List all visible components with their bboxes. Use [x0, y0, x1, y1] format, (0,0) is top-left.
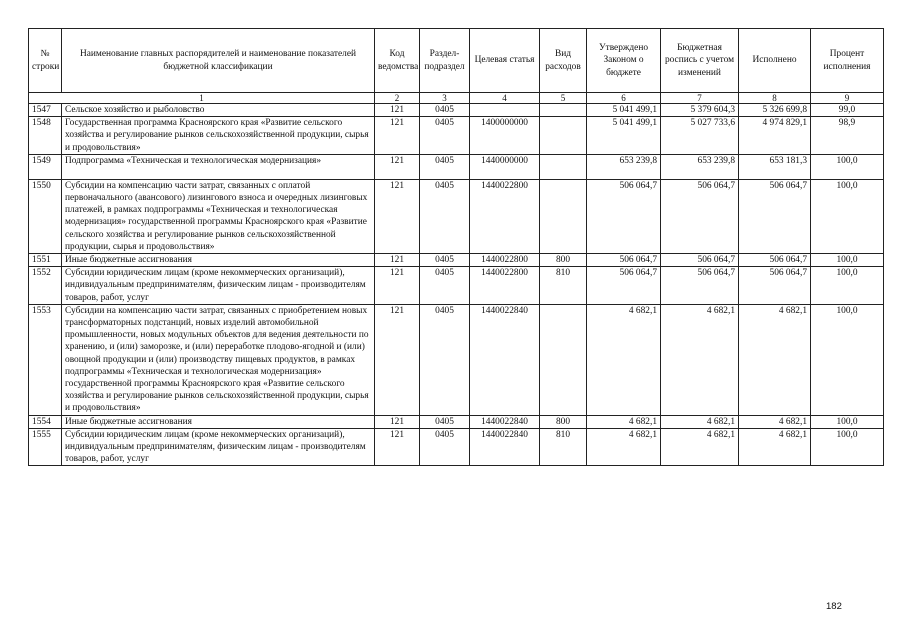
- column-number: 5: [540, 93, 587, 104]
- row-executed: 653 181,3: [739, 154, 811, 179]
- row-approved: 506 064,7: [587, 179, 661, 253]
- row-name: Иные бюджетные ассигнования: [62, 415, 375, 428]
- row-section: 0405: [420, 415, 470, 428]
- row-number: 1548: [29, 117, 62, 155]
- row-percent: 100,0: [811, 154, 884, 179]
- row-section: 0405: [420, 254, 470, 267]
- row-target: 1440022800: [470, 179, 540, 253]
- table-row: [29, 179, 884, 253]
- row-budget-schedule: 4 682,1: [661, 304, 739, 415]
- row-approved: 5 041 499,1: [587, 117, 661, 155]
- column-number: 4: [470, 93, 540, 104]
- row-number: 1552: [29, 267, 62, 305]
- row-name: Государственная программа Красноярского края «Развитие сельского хозяйства и регулирование рынков сельскохозяйственной продукции, сырья и продовольствия»: [62, 117, 375, 155]
- row-number: 1554: [29, 415, 62, 428]
- row-approved: 4 682,1: [587, 415, 661, 428]
- row-executed: 506 064,7: [739, 267, 811, 305]
- row-number: 1547: [29, 104, 62, 117]
- row-name: Субсидии юридическим лицам (кроме некоммерческих организаций), индивидуальным предпринимателям, физическим лицам - производителям товаров, работ, услуг: [62, 267, 375, 305]
- column-number: 2: [375, 93, 420, 104]
- column-number: 1: [29, 93, 375, 104]
- row-name: Сельское хозяйство и рыболовство: [62, 104, 375, 117]
- header-expense-type: Вид расходов: [540, 29, 587, 93]
- column-number-row: [29, 93, 884, 104]
- row-name: Субсидии на компенсацию части затрат, связанных с оплатой первоначального (авансового) лизингового взноса и очередных лизинговых платежей, в рамках подпрограммы «Техническая и технологическая модернизация» государственной программы Красноярского края «Развитие сельского хозяйства и регулирование рынков сельскохозяйственной продукции, сырья и продовольствия»: [62, 179, 375, 253]
- row-percent: 98,9: [811, 117, 884, 155]
- row-expense-type: 800: [540, 415, 587, 428]
- row-approved: 4 682,1: [587, 428, 661, 466]
- row-executed: 4 682,1: [739, 304, 811, 415]
- page-number: 182: [826, 601, 842, 612]
- header-dept-code: Код ведомства: [375, 29, 420, 93]
- header-approved: Утверждено Законом о бюджете: [587, 29, 661, 93]
- header-budget-schedule: Бюджетная роспись с учетом изменений: [661, 29, 739, 93]
- row-number: 1551: [29, 254, 62, 267]
- row-section: 0405: [420, 304, 470, 415]
- row-dept-code: 121: [375, 254, 420, 267]
- row-target: [470, 104, 540, 117]
- row-expense-type: 800: [540, 254, 587, 267]
- row-dept-code: 121: [375, 117, 420, 155]
- row-executed: 4 974 829,1: [739, 117, 811, 155]
- row-name: Подпрограмма «Техническая и технологическая модернизация»: [62, 154, 375, 179]
- table-row: [29, 304, 884, 415]
- row-name: Субсидии юридическим лицам (кроме некоммерческих организаций), индивидуальным предпринимателям, физическим лицам - производителям товаров, работ, услуг: [62, 428, 375, 466]
- row-budget-schedule: 506 064,7: [661, 267, 739, 305]
- row-budget-schedule: 4 682,1: [661, 428, 739, 466]
- column-number: 7: [661, 93, 739, 104]
- row-budget-schedule: 4 682,1: [661, 415, 739, 428]
- row-expense-type: [540, 104, 587, 117]
- row-name: Субсидии на компенсацию части затрат, связанных с приобретением новых трансформаторных подстанций, новых изделий автомобильной промышленности, новых модульных объектов для ведения деятельности по хранению, и (или) заморозке, и (или) переработке плодово-ягодной и (или) овощной продукции и (или) производству пищевых продуктов, в рамках подпрограммы «Техническая и технологическая модернизация» государственной программы Красноярского края «Развитие сельского хозяйства и регулирование рынков сельскохозяйственной продукции, сырья и продовольствия»: [62, 304, 375, 415]
- row-target: 1440022800: [470, 267, 540, 305]
- header-name: Наименование главных распорядителей и наименование показателей бюджетной классификации: [62, 29, 375, 93]
- table-row: [29, 428, 884, 466]
- header-executed: Исполнено: [739, 29, 811, 93]
- row-dept-code: 121: [375, 154, 420, 179]
- row-percent: 100,0: [811, 179, 884, 253]
- row-target: 1440022840: [470, 304, 540, 415]
- row-section: 0405: [420, 154, 470, 179]
- row-approved: 4 682,1: [587, 304, 661, 415]
- row-number: 1553: [29, 304, 62, 415]
- table-row: [29, 154, 884, 179]
- row-expense-type: [540, 154, 587, 179]
- row-executed: 5 326 699,8: [739, 104, 811, 117]
- table-row: [29, 254, 884, 267]
- table-row: [29, 117, 884, 155]
- row-budget-schedule: 5 379 604,3: [661, 104, 739, 117]
- row-dept-code: 121: [375, 179, 420, 253]
- row-executed: 4 682,1: [739, 428, 811, 466]
- row-budget-schedule: 5 027 733,6: [661, 117, 739, 155]
- row-percent: 99,0: [811, 104, 884, 117]
- row-percent: 100,0: [811, 415, 884, 428]
- row-target: 1440000000: [470, 154, 540, 179]
- row-percent: 100,0: [811, 254, 884, 267]
- row-target: 1440022840: [470, 415, 540, 428]
- row-number: 1549: [29, 154, 62, 179]
- row-dept-code: 121: [375, 428, 420, 466]
- row-expense-type: 810: [540, 428, 587, 466]
- column-number: 9: [811, 93, 884, 104]
- header-percent: Процент исполнения: [811, 29, 884, 93]
- row-percent: 100,0: [811, 304, 884, 415]
- header-row-no: № строки: [29, 29, 62, 93]
- row-target: 1440022800: [470, 254, 540, 267]
- row-section: 0405: [420, 267, 470, 305]
- row-dept-code: 121: [375, 304, 420, 415]
- row-target: 1440022840: [470, 428, 540, 466]
- row-percent: 100,0: [811, 267, 884, 305]
- row-budget-schedule: 506 064,7: [661, 254, 739, 267]
- row-expense-type: [540, 117, 587, 155]
- table-row: [29, 104, 884, 117]
- row-section: 0405: [420, 104, 470, 117]
- row-dept-code: 121: [375, 104, 420, 117]
- row-section: 0405: [420, 428, 470, 466]
- row-executed: 506 064,7: [739, 254, 811, 267]
- column-number: 3: [420, 93, 470, 104]
- row-target: 1400000000: [470, 117, 540, 155]
- row-number: 1550: [29, 179, 62, 253]
- row-expense-type: [540, 304, 587, 415]
- row-percent: 100,0: [811, 428, 884, 466]
- row-name: Иные бюджетные ассигнования: [62, 254, 375, 267]
- row-section: 0405: [420, 117, 470, 155]
- header-target: Целевая статья: [470, 29, 540, 93]
- row-approved: 506 064,7: [587, 254, 661, 267]
- row-executed: 506 064,7: [739, 179, 811, 253]
- row-dept-code: 121: [375, 415, 420, 428]
- header-row: [29, 29, 884, 93]
- row-budget-schedule: 653 239,8: [661, 154, 739, 179]
- row-number: 1555: [29, 428, 62, 466]
- column-number: 6: [587, 93, 661, 104]
- row-dept-code: 121: [375, 267, 420, 305]
- row-expense-type: 810: [540, 267, 587, 305]
- row-section: 0405: [420, 179, 470, 253]
- header-section: Раздел-подраздел: [420, 29, 470, 93]
- table-row: [29, 415, 884, 428]
- row-expense-type: [540, 179, 587, 253]
- row-approved: 653 239,8: [587, 154, 661, 179]
- column-number: 8: [739, 93, 811, 104]
- budget-execution-table: [28, 28, 884, 466]
- row-budget-schedule: 506 064,7: [661, 179, 739, 253]
- row-executed: 4 682,1: [739, 415, 811, 428]
- table-row: [29, 267, 884, 305]
- row-approved: 5 041 499,1: [587, 104, 661, 117]
- row-approved: 506 064,7: [587, 267, 661, 305]
